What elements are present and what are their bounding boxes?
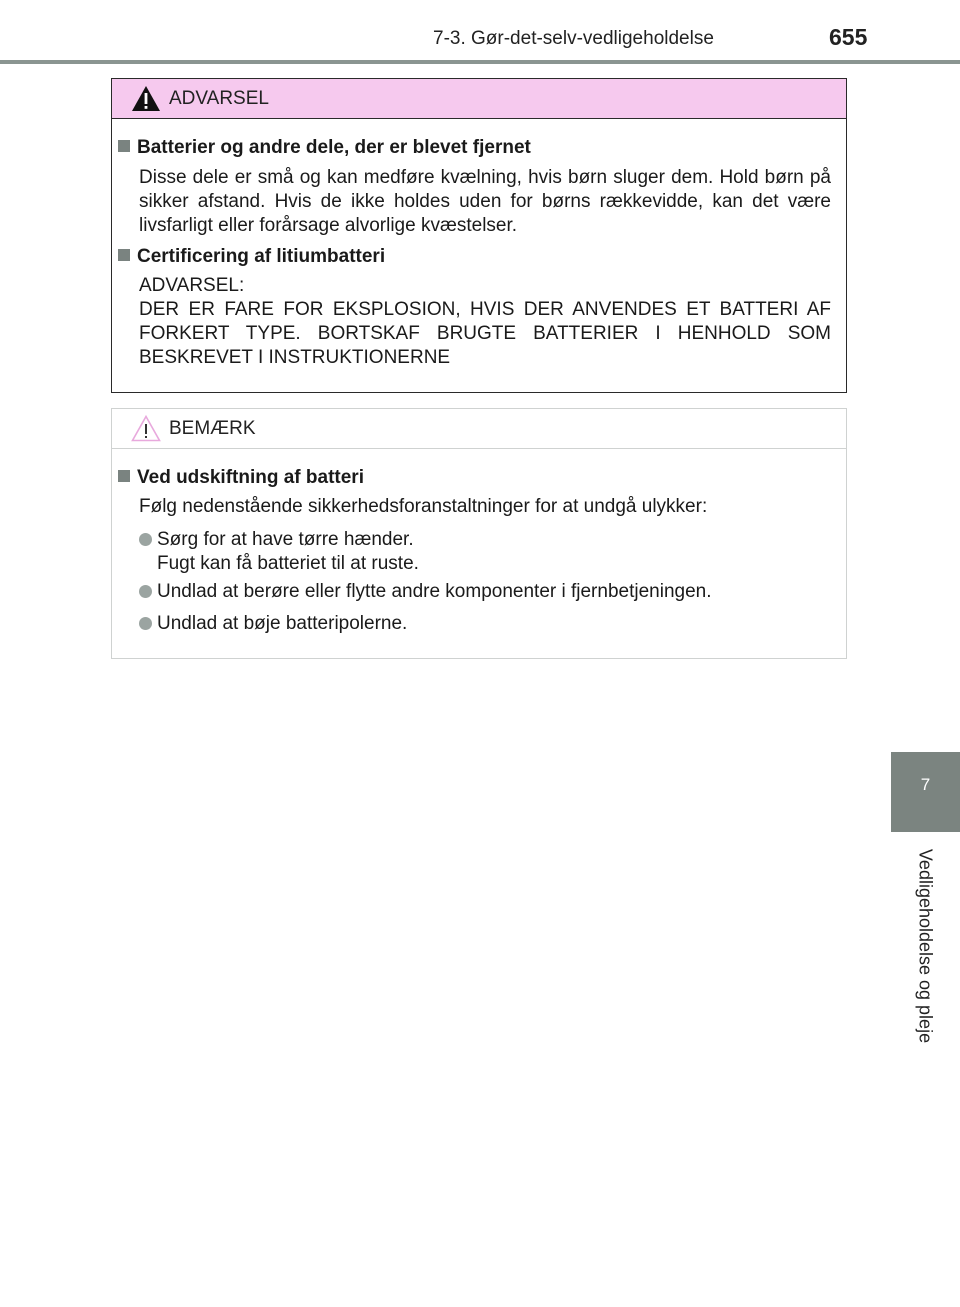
list-item-text: Undlad at berøre eller flytte andre komponenter i fjernbetjeningen. [157, 581, 712, 602]
list-item [139, 580, 712, 604]
warning-item-title: Certificering af litiumbatteri [118, 246, 385, 268]
page-number: 655 [829, 24, 868, 50]
notice-label: BEMÆRK [169, 418, 256, 439]
list-item-text: Undlad at bøje batteripolerne. [157, 613, 408, 634]
warning-header [112, 79, 846, 119]
header-divider [0, 60, 960, 64]
list-item-text: Sørg for at have tørre hænder. Fugt kan få batteriet til at ruste. [157, 529, 419, 574]
notice-box [111, 408, 847, 659]
list-item [139, 612, 407, 636]
chapter-tab[interactable] [891, 752, 960, 832]
chapter-number: 7 [920, 775, 931, 794]
notice-intro: Følg nedenstående sikkerhedsforanstaltninger for at undgå ulykker: [139, 496, 708, 517]
warning-label: ADVARSEL [169, 88, 269, 109]
list-item [139, 528, 419, 576]
square-bullet-icon [118, 249, 130, 261]
square-bullet-icon [118, 140, 130, 152]
round-bullet-icon [139, 533, 152, 546]
warning-item-text: Disse dele er små og kan medføre kvælning, hvis børn sluger dem. Hold børn på sikker afstand. Hvis de ikke holdes uden for børns rækkevidde, kan det være livsfarligt eller forårsage alvorlige kvæstelser. [139, 167, 831, 236]
warning-triangle-icon [131, 85, 161, 112]
notice-item-title: Ved udskiftning af batteri [118, 467, 364, 489]
section-title: 7-3. Gør-det-selv-vedligeholdelse [433, 28, 714, 49]
chapter-label: Vedligeholdelse og pleje [915, 848, 936, 1044]
caution-triangle-outline-icon [131, 415, 161, 442]
warning-item-lead: ADVARSEL: [139, 275, 245, 296]
round-bullet-icon [139, 617, 152, 630]
warning-box [111, 78, 847, 393]
notice-header [112, 409, 846, 449]
square-bullet-icon [118, 470, 130, 482]
warning-item-text: DER ER FARE FOR EKSPLOSION, HVIS DER ANVENDES ET BATTERI AF FORKERT TYPE. BORTSKAF BRUGTE BATTERIER I HENHOLD SOM BESKREVET I INSTRUKTIONERNE [139, 299, 831, 368]
warning-item-title: Batterier og andre dele, der er blevet fjernet [118, 137, 531, 159]
round-bullet-icon [139, 585, 152, 598]
